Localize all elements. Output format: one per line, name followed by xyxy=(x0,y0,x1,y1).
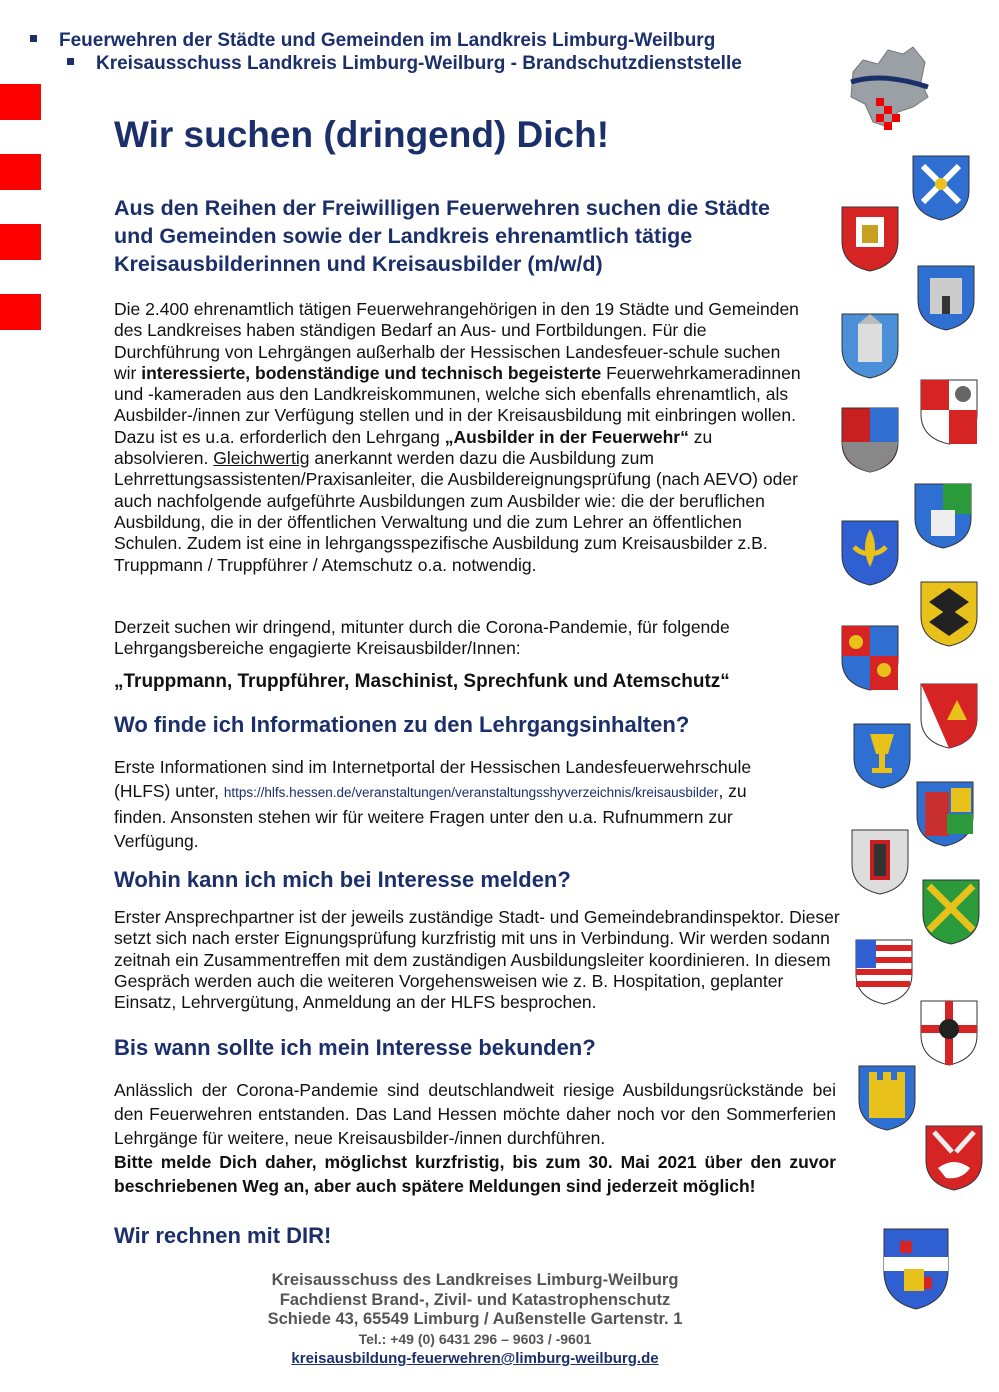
paragraph-requirements: Die 2.400 ehrenamtlich tätigen Feuerwehrangehörigen in den 19 Städte und Gemeinden des Landkreises haben ständigen Bedarf an Aus- und Fortbildungen. Für die Durchführung von Lehrgängen außerhalb der Hessischen Landesfeuer-schule suchen wir interessierte, bodenständige und technisch begeisterte Feuerwehrkameradinnen und -kameraden aus den Landkreiskommunen, welche sich ebenfalls ehrenamtlich, als Ausbilder-/innen zur Verfügung stellen und in der Kreisausbildung mit einbringen wollen. Dazu ist es u.a. erforderlich den Lehrgang „Ausbilder in der Feuerwehr“ zu absolvieren. Gleichwertig anerkannt werden dazu die Ausbildung zum Lehrrettungsassistenten/Praxisanleiter, die Ausbildereignungsprüfung (nach AEVO) oder auch nachfolgende aufgeführte Ausbildungen zum Ausbilder wie: die der beruflichen Ausbildung, die in der öffentlichen Verwaltung und die zum Lehrer an öffentlichen Schulen. Zudem ist eine in lehrgangsspezifische Ausbildung zum Kreisausbilder z.B. Truppmann / Truppführer / Atemschutz o.a. notwendig. xyxy=(114,299,801,575)
coat-of-arms-icon xyxy=(838,203,902,273)
red-bar-decoration xyxy=(0,154,41,190)
bullet-icon xyxy=(30,35,37,42)
coat-of-arms-icon xyxy=(914,262,978,332)
red-bar-decoration xyxy=(0,294,41,330)
footer-address: Schiede 43, 65549 Limburg / Außenstelle Gartenstr. 1 xyxy=(267,1310,683,1328)
coat-of-arms-icon xyxy=(838,310,902,380)
header-line-1: Feuerwehren der Städte und Gemeinden im Landkreis Limburg-Weilburg xyxy=(30,30,715,52)
coat-of-arms-icon xyxy=(917,680,981,750)
coat-of-arms-icon xyxy=(850,720,914,790)
intro-heading: Aus den Reihen der Freiwilligen Feuerwehren suchen die Städte und Gemeinden sowie der Landkreis ehrenamtlich tätige Kreisausbilderinnen und Kreisausbilder (m/w/d) xyxy=(114,196,770,276)
coat-of-arms-icon xyxy=(913,778,977,848)
hlfs-link[interactable]: https://hlfs.hessen.de/veranstaltungen/veranstaltungsshyverzeichnis/kreisausbilder xyxy=(223,785,719,800)
coat-of-arms-icon xyxy=(838,622,902,692)
paragraph-contact: Erster Ansprechpartner ist der jeweils zuständige Stadt- und Gemeindebrandinspektor. Dieser setzt sich nach erster Eignungsprüfung kurzfristig mit uns in Verbindung. Wir werden sodann zeitnah ein Zusammentreffen mit dem zuständigen Ausbildungsleiter koordinieren. In diesem Gespräch werden auch die weiteren Vorgehensweisen wie z. B. Hospitation, geplanter Einsatz, Lehrvergütung, Anmeldung an der HLFS besprochen. xyxy=(114,907,840,1013)
footer-email-link[interactable]: kreisausbildung-feuerwehren@limburg-weilburg.de xyxy=(291,1350,659,1367)
footer-phone: Tel.: +49 (0) 6431 296 – 9603 / -9601 xyxy=(358,1330,592,1347)
bullet-icon xyxy=(67,58,74,65)
coat-of-arms-icon xyxy=(917,997,981,1067)
coat-of-arms-icon xyxy=(919,876,983,946)
section-heading-deadline: Bis wann sollte ich mein Interesse bekunden? xyxy=(114,1035,596,1060)
coat-of-arms-icon xyxy=(911,480,975,550)
closing-line: Wir rechnen mit DIR! xyxy=(114,1223,332,1248)
coat-of-arms-icon xyxy=(852,936,916,1006)
red-bar-decoration xyxy=(0,224,41,260)
course-areas: „Truppmann, Truppführer, Maschinist, Sprechfunk und Atemschutz“ xyxy=(114,671,730,692)
coat-of-arms-icon xyxy=(855,1062,919,1132)
paragraph-deadline: Anlässlich der Corona-Pandemie sind deutschlandweit riesige Ausbildungsrückstände bei den Feuerwehren entstanden. Das Land Hessen möchte daher noch vor den Sommerferien Lehrgänge für weitere, neue Kreisausbilder-/innen durchführen. Bitte melde Dich daher, möglichst kurzfristig, bis zum 30. Mai 2021 über den zuvor beschriebenen Weg an, aber auch spätere Meldungen sind jederzeit möglich! xyxy=(114,1080,836,1196)
page-title: Wir suchen (dringend) Dich! xyxy=(114,114,610,155)
section-heading-info: Wo finde ich Informationen zu den Lehrgangsinhalten? xyxy=(114,712,690,737)
coat-of-arms-icon xyxy=(922,1122,986,1192)
paragraph-info: Erste Informationen sind im Internetportal der Hessischen Landesfeuerwehrschule (HLFS) unter, https://hlfs.hessen.de/veranstaltungen/veranstaltungsshyverzeichnis/kreisausbilder, zu finden. Ansonsten stehen wir für weitere Fragen unter den u.a. Rufnummern zur Verfügung. xyxy=(114,757,752,851)
header-line-2: Kreisausschuss Landkreis Limburg-Weilburg - Brandschutzdienststelle xyxy=(67,53,742,75)
red-bar-decoration xyxy=(0,84,41,120)
district-map-logo xyxy=(843,42,933,142)
footer-org: Kreisausschuss des Landkreises Limburg-Weilburg xyxy=(271,1271,679,1289)
section-heading-contact: Wohin kann ich mich bei Interesse melden? xyxy=(114,867,571,892)
district-coat-of-arms-icon xyxy=(880,1225,952,1311)
coat-of-arms-icon xyxy=(917,578,981,648)
coat-of-arms-icon xyxy=(917,376,981,446)
coat-of-arms-icon xyxy=(848,826,912,896)
coat-of-arms-icon xyxy=(838,517,902,587)
coat-of-arms-icon xyxy=(909,152,973,222)
paragraph-urgent-need: Derzeit suchen wir dringend, mitunter durch die Corona-Pandemie, für folgende Lehrgangsbereiche engagierte Kreisausbilder/Innen: xyxy=(114,617,730,659)
footer-contact xyxy=(220,1271,730,1369)
footer-dept: Fachdienst Brand-, Zivil- und Katastrophenschutz xyxy=(279,1290,671,1309)
coat-of-arms-icon xyxy=(838,404,902,474)
